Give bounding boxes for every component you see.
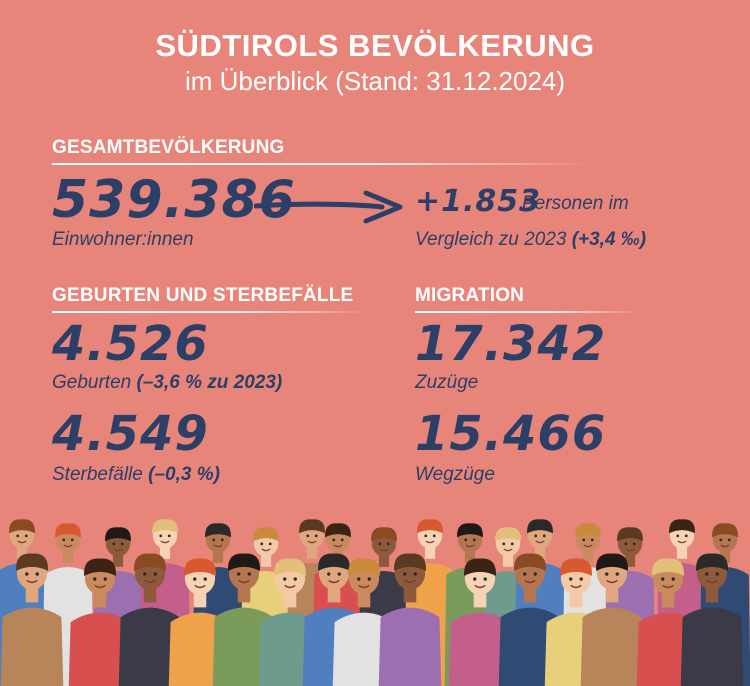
person-eye bbox=[269, 542, 272, 545]
arrow-right-icon bbox=[254, 190, 404, 224]
person-eye bbox=[36, 572, 39, 575]
person-eye bbox=[543, 534, 546, 537]
person-eye bbox=[260, 542, 263, 545]
population-change-text-2: Vergleich zu 2023 bbox=[415, 229, 567, 250]
person-eye bbox=[403, 572, 406, 575]
person-eye bbox=[534, 534, 537, 537]
person-eye bbox=[705, 572, 708, 575]
person-eye bbox=[672, 577, 675, 580]
births-label: Geburten bbox=[52, 372, 132, 393]
person-eye bbox=[283, 577, 286, 580]
migration-out-label: Wegzüge bbox=[415, 464, 495, 485]
person-eye bbox=[464, 538, 467, 541]
person-eye bbox=[338, 572, 341, 575]
births-value: 4.526 bbox=[52, 316, 209, 372]
person-eye bbox=[25, 572, 28, 575]
person-eye bbox=[534, 572, 537, 575]
person-eye bbox=[341, 538, 344, 541]
person-eye bbox=[484, 577, 487, 580]
deaths-caption bbox=[52, 464, 220, 486]
person-eye bbox=[93, 577, 96, 580]
person-eye bbox=[168, 534, 171, 537]
person-eye bbox=[624, 542, 627, 545]
deaths-label: Sterbefälle bbox=[52, 464, 143, 485]
person-eye bbox=[159, 534, 162, 537]
section-rule-migration bbox=[415, 311, 640, 313]
person-eye bbox=[676, 534, 679, 537]
person-eye bbox=[248, 572, 251, 575]
person-eye bbox=[661, 577, 664, 580]
person-eye bbox=[154, 572, 157, 575]
total-population-value: 539.386 bbox=[52, 170, 296, 230]
person-body bbox=[681, 608, 744, 686]
person-eye bbox=[357, 577, 360, 580]
person-eye bbox=[582, 538, 585, 541]
person-eye bbox=[414, 572, 417, 575]
migration-in-label: Zuzüge bbox=[415, 372, 479, 393]
person-eye bbox=[306, 534, 309, 537]
population-change-line-2 bbox=[415, 229, 646, 251]
person-eye bbox=[332, 538, 335, 541]
person-eye bbox=[473, 538, 476, 541]
person-eye bbox=[591, 538, 594, 541]
section-heading-migration: MIGRATION bbox=[415, 285, 525, 306]
person-eye bbox=[424, 534, 427, 537]
page-title: SÜDTIROLS BEVÖLKERUNG bbox=[155, 28, 595, 63]
section-rule-births-deaths bbox=[52, 311, 367, 313]
person-eye bbox=[685, 534, 688, 537]
total-population-label: Einwohner:innen bbox=[52, 229, 194, 250]
person-eye bbox=[62, 538, 65, 541]
person-eye bbox=[511, 542, 514, 545]
person-eye bbox=[25, 534, 28, 537]
person-eye bbox=[378, 542, 381, 545]
births-caption bbox=[52, 372, 282, 394]
migration-out-value: 15.466 bbox=[415, 406, 607, 462]
population-change-value: +1.853 bbox=[415, 184, 542, 219]
migration-in-value: 17.342 bbox=[415, 316, 607, 372]
section-heading-births-deaths: GEBURTEN UND STERBEFÄLLE bbox=[52, 285, 354, 306]
deaths-value: 4.549 bbox=[52, 406, 209, 462]
person-eye bbox=[368, 577, 371, 580]
section-rule-total bbox=[52, 163, 592, 165]
person-body bbox=[1, 608, 64, 686]
person-eye bbox=[237, 572, 240, 575]
person-eye bbox=[569, 577, 572, 580]
person-eye bbox=[387, 542, 390, 545]
person-eye bbox=[473, 577, 476, 580]
person-eye bbox=[294, 577, 297, 580]
person-eye bbox=[433, 534, 436, 537]
page-subtitle: im Überblick (Stand: 31.12.2024) bbox=[184, 66, 566, 96]
person-eye bbox=[71, 538, 74, 541]
person-eye bbox=[204, 577, 207, 580]
person-body bbox=[581, 608, 644, 686]
person-eye bbox=[716, 572, 719, 575]
population-change-text-1: Personen im bbox=[522, 193, 629, 214]
person-eye bbox=[221, 538, 224, 541]
person-eye bbox=[616, 572, 619, 575]
deaths-change: (–0,3 %) bbox=[148, 464, 220, 485]
person-eye bbox=[523, 572, 526, 575]
crowd-illustration bbox=[0, 505, 750, 686]
person-eye bbox=[502, 542, 505, 545]
person-eye bbox=[719, 538, 722, 541]
person-eye bbox=[580, 577, 583, 580]
person-body bbox=[379, 608, 442, 686]
section-heading-total: GESAMTBEVÖLKERUNG bbox=[52, 137, 285, 158]
person-eye bbox=[212, 538, 215, 541]
person-eye bbox=[104, 577, 107, 580]
person-eye bbox=[605, 572, 608, 575]
person-eye bbox=[728, 538, 731, 541]
person-eye bbox=[193, 577, 196, 580]
births-change: (–3,6 % zu 2023) bbox=[136, 372, 283, 393]
person-eye bbox=[112, 542, 115, 545]
person-eye bbox=[16, 534, 19, 537]
population-change-percent: (+3,4 ‰) bbox=[571, 229, 647, 250]
person-eye bbox=[633, 542, 636, 545]
person-eye bbox=[121, 542, 124, 545]
person-eye bbox=[315, 534, 318, 537]
person-eye bbox=[143, 572, 146, 575]
person-eye bbox=[327, 572, 330, 575]
